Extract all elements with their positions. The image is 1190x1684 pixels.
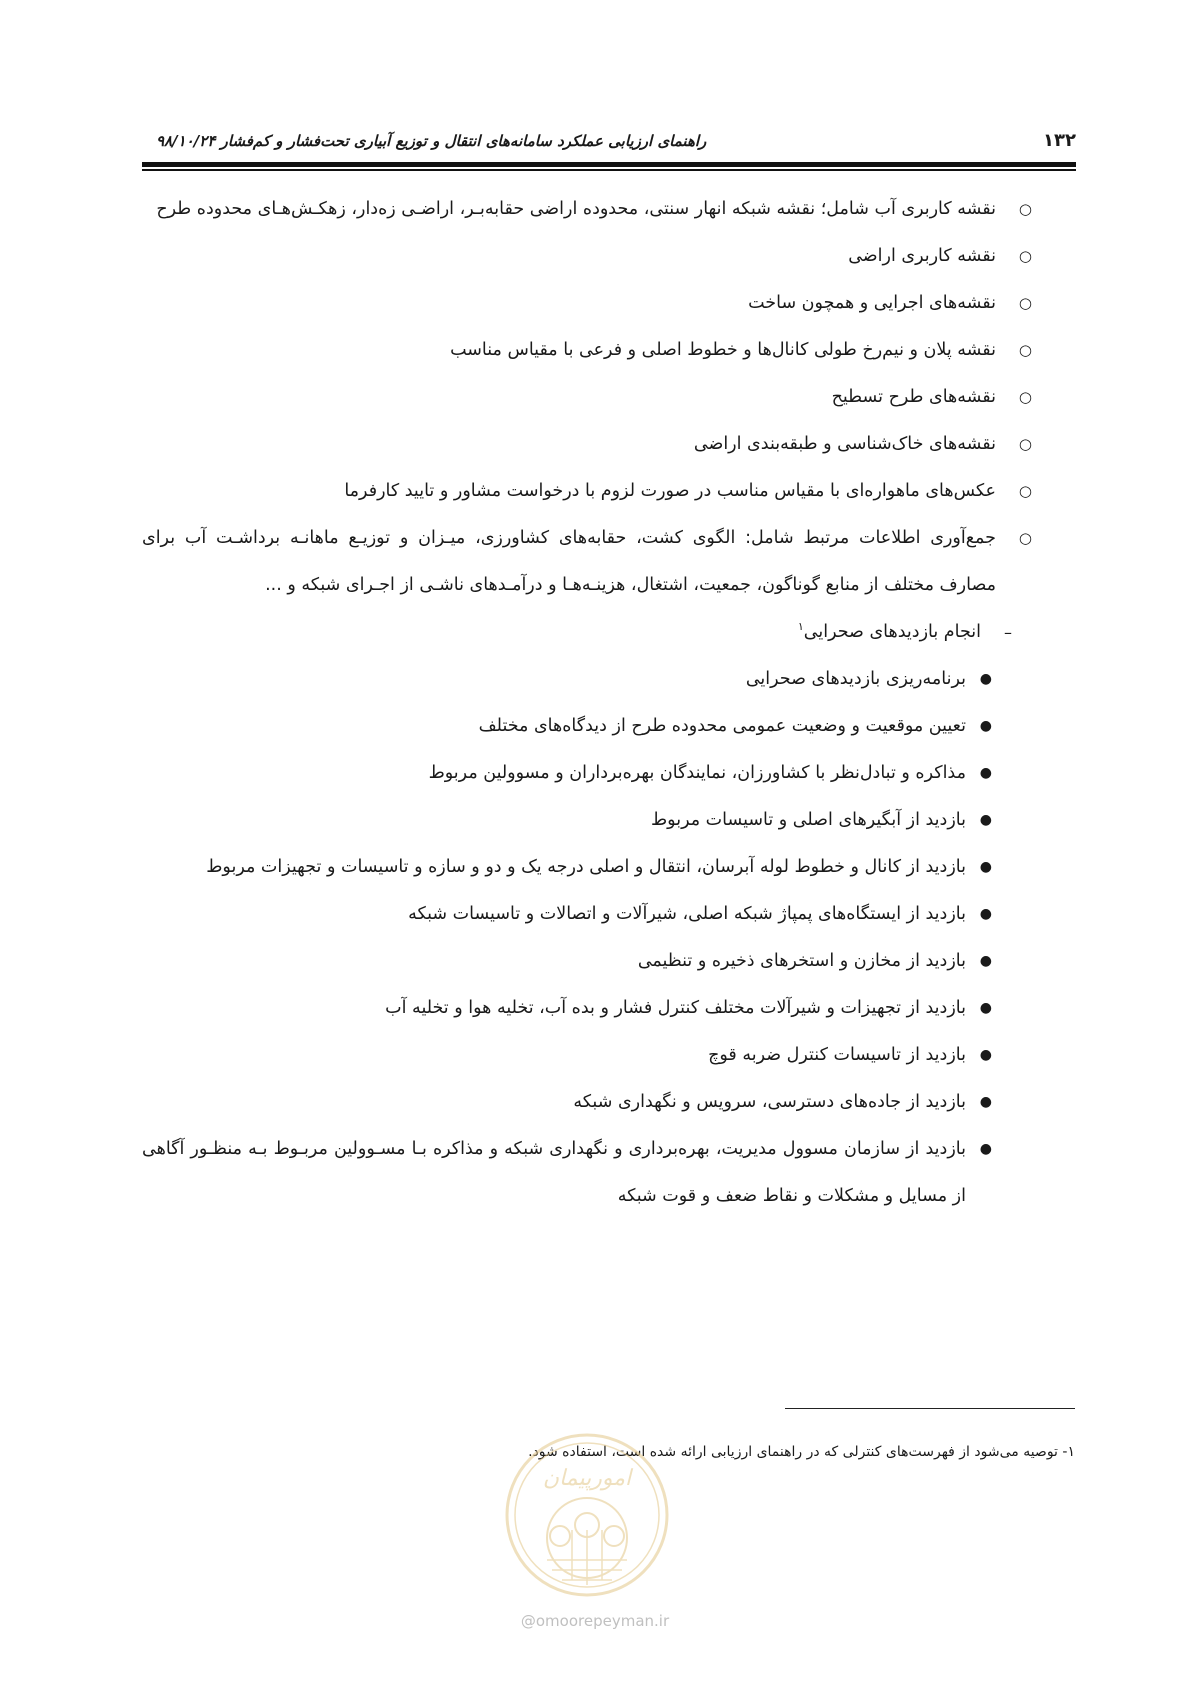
list-item-text: نقشه پلان و نیم‌رخ طولی کانال‌ها و خطوط اصلی و فرعی با مقیاس مناسب (450, 340, 996, 360)
circle-bullet-icon: ○ (1018, 482, 1032, 500)
dot-bullet-icon: ● (979, 1047, 992, 1063)
dot-bullet-icon: ● (979, 953, 992, 969)
list-item (142, 468, 1076, 515)
running-title (142, 132, 706, 150)
section-heading-item (142, 609, 1076, 656)
list-item (142, 1032, 1076, 1079)
list-item-text: نقشه‌های اجرایی و همچون ساخت (748, 293, 996, 313)
dot-bullet-icon: ● (979, 1141, 992, 1157)
watermark-site: @omoorepeyman.ir (520, 1612, 670, 1630)
seal-text: امورپیمان (542, 1466, 632, 1491)
circle-bullet-icon: ○ (1018, 247, 1032, 265)
list-item-text: نقشه‌های خاک‌شناسی و طبقه‌بندی اراضی (693, 434, 996, 454)
list-item (142, 985, 1076, 1032)
list-item-text: عکس‌های ماهواره‌ای با مقیاس مناسب در صورت لزوم با درخواست مشاور و تایید کارفرما (344, 481, 996, 501)
circle-list (142, 186, 1076, 609)
dot-bullet-icon: ● (979, 671, 992, 687)
list-item (142, 938, 1076, 985)
list-item (142, 750, 1076, 797)
footnote: ۱- توصیه می‌شود از فهرست‌های کنترلی که در راهنمای ارزیابی ارائه شده است، استفاده شود. (528, 1444, 1075, 1460)
list-item-text: بازدید از ایستگاه‌های پمپاژ شبکه اصلی، شیرآلات و اتصالات و تاسیسات شبکه (408, 904, 966, 924)
dot-bullet-icon: ● (979, 765, 992, 781)
list-item (142, 1126, 1076, 1220)
dot-bullet-icon: ● (979, 906, 992, 922)
header-date: ۹۸/۱۰/۲۴ (156, 132, 216, 150)
page-content (142, 186, 1076, 1220)
circle-bullet-icon: ○ (1018, 294, 1032, 312)
list-item-text: نقشه کاربری اراضی (848, 246, 996, 266)
list-item-text: مذاکره و تبادل‌نظر با کشاورزان، نمایندگان بهره‌برداران و مسوولین مربوط (428, 763, 966, 783)
list-item-text: بازدید از کانال و خطوط لوله آبرسان، انتقال و اصلی درجه یک و دو و سازه و تاسیسات و تجهیزات مربوط (206, 857, 966, 877)
header-title-text: راهنمای ارزیابی عملکرد سامانه‌های انتقال و توزیع آبیاری تحت‌فشار و کم‌فشار (220, 132, 707, 150)
dot-list (142, 656, 1076, 1220)
circle-bullet-icon: ○ (1018, 200, 1032, 218)
page-header (142, 128, 1076, 158)
list-item (142, 891, 1076, 938)
list-item-text: بازدید از تجهیزات و شیرآلات مختلف کنترل فشار و بده آب، تخلیه هوا و تخلیه آب (385, 998, 966, 1018)
list-item-text: بازدید از سازمان مسوول مدیریت، بهره‌برداری و نگهداری شبکه و مذاکره بـا مسـوولین مربـوط بـه منظـور آگاهی از مسایل و مشکلات و نقاط ضعف و قوت شبکه (142, 1139, 966, 1206)
header-rule-thick (142, 162, 1076, 167)
circle-bullet-icon: ○ (1018, 341, 1032, 359)
list-item (142, 233, 1076, 280)
list-item (142, 797, 1076, 844)
circle-bullet-icon: ○ (1018, 529, 1032, 547)
list-item (142, 280, 1076, 327)
circle-bullet-icon: ○ (1018, 435, 1032, 453)
footnote-reference[interactable]: ۱ (797, 620, 804, 634)
circle-bullet-icon: ○ (1018, 388, 1032, 406)
list-item-text: نقشه‌های طرح تسطیح (831, 387, 996, 407)
list-item (142, 327, 1076, 374)
dash-bullet-icon: – (1004, 623, 1012, 642)
watermark-seal-icon (502, 1430, 672, 1600)
footnote-separator (785, 1408, 1075, 1409)
list-item (142, 844, 1076, 891)
list-item-text: جمع‌آوری اطلاعات مرتبط شامل: الگوی کشت، حقابه‌های کشاورزی، میـزان و توزیـع ماهانـه برداشـت آب برای مصارف مختلف از منابع گوناگون، جمعیت، اشتغال، هزینـه‌هـا و درآمـدهای ناشـی از اجـرای شبکه و ... (142, 528, 996, 595)
list-item (142, 656, 1076, 703)
list-item (142, 374, 1076, 421)
list-item (142, 421, 1076, 468)
list-item-text: تعیین موقعیت و وضعیت عمومی محدوده طرح از دیدگاه‌های مختلف (478, 716, 966, 736)
list-item-text: بازدید از تاسیسات کنترل ضربه قوچ (708, 1045, 966, 1065)
list-item (142, 703, 1076, 750)
dash-list (142, 609, 1076, 656)
dot-bullet-icon: ● (979, 859, 992, 875)
list-item-text: برنامه‌ریزی بازدیدهای صحرایی (745, 669, 966, 689)
dot-bullet-icon: ● (979, 1000, 992, 1016)
page-number: ۱۳۲ (1043, 130, 1076, 151)
dot-bullet-icon: ● (979, 812, 992, 828)
dot-bullet-icon: ● (979, 718, 992, 734)
dot-bullet-icon: ● (979, 1094, 992, 1110)
list-item-text: بازدید از آبگیرهای اصلی و تاسیسات مربوط (650, 810, 966, 830)
list-item-text: بازدید از مخازن و استخرهای ذخیره و تنظیمی (637, 951, 966, 971)
section-heading-text: انجام بازدیدهای صحرایی (803, 622, 981, 642)
list-item (142, 515, 1076, 609)
list-item (142, 186, 1076, 233)
list-item (142, 1079, 1076, 1126)
list-item-text: بازدید از جاده‌های دسترسی، سرویس و نگهداری شبکه (573, 1092, 966, 1112)
header-rule-thin (142, 169, 1076, 171)
list-item-text: نقشه کاربری آب شامل؛ نقشه شبکه انهار سنتی، محدوده اراضی حقابه‌بـر، اراضـی زه‌دار، زهکـش‌هـای محدوده طرح (156, 199, 996, 219)
